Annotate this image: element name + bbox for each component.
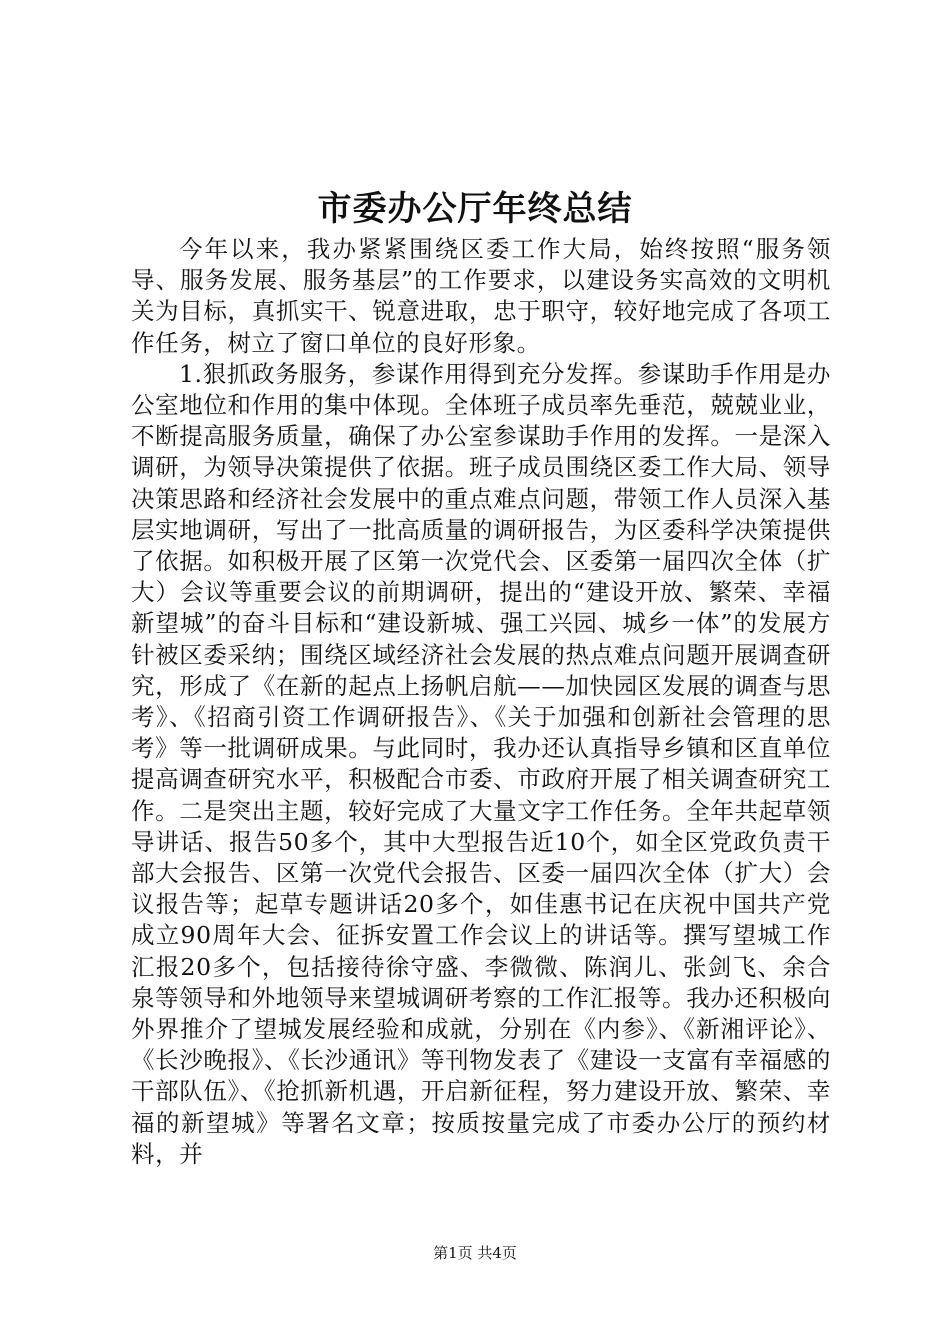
paragraph-intro: 今年以来，我办紧紧围绕区委工作大局，始终按照“服务领导、服务发展、服务基层”的工作要求，以建设务实高效的文明机关为目标，真抓实干、锐意进取，忠于职守，较好地完成了各项工作任务，树立了窗口单位的良好形象。 bbox=[131, 235, 831, 357]
paragraph-section-1: 1.狠抓政务服务，参谋作用得到充分发挥。参谋助手作用是办公室地位和作用的集中体现。全体班子成员率先垂范，兢兢业业，不断提高服务质量，确保了办公室参谋助手作用的发挥。一是深入调研，为领导决策提供了依据。班子成员围绕区委工作大局、领导决策思路和经济社会发展中的重点难点问题，带领工作人员深入基层实地调研，写出了一批高质量的调研报告，为区委科学决策提供了依据。如积极开展了区第一次党代会、区委第一届四次全体（扩大）会议等重要会议的前期调研，提出的“建设开放、繁荣、幸福新望城”的奋斗目标和“建设新城、强工兴园、城乡一体”的发展方针被区委采纳；围绕区域经济社会发展的热点难点问题开展调查研究，形成了《在新的起点上扬帆启航——加快园区发展的调查与思考》、《招商引资工作调研报告》、《关于加强和创新社会管理的思考》等一批调研成果。与此同时，我办还认真指导乡镇和区直单位提高调查研究水平，积极配合市委、市政府开展了相关调查研究工作。二是突出主题，较好完成了大量文字工作任务。全年共起草领导讲话、报告50多个，其中大型报告近10个，如全区党政负责干部大会报告、区第一次党代会报告、区委一届四次全体（扩大）会议报告等；起草专题讲话20多个，如佳惠书记在庆祝中国共产党成立90周年大会、征拆安置工作会议上的讲话等。撰写望城工作汇报20多个，包括接待徐守盛、李微微、陈润儿、张剑飞、余合泉等领导和外地领导来望城调研考察的工作汇报等。我办还积极向外界推介了望城发展经验和成就，分别在《内参》、《新湘评论》、《长沙晚报》、《长沙通讯》等刊物发表了《建设一支富有幸福感的干部队伍》、《抢抓新机遇，开启新征程，努力建设开放、繁荣、幸福的新望城》等署名文章；按质按量完成了市委办公厅的预约材料，并 bbox=[131, 359, 831, 1168]
document-body bbox=[131, 234, 831, 1170]
page-footer: 第1页 共4页 bbox=[433, 1244, 517, 1262]
document-title: 市委办公厅年终总结 bbox=[317, 189, 633, 229]
